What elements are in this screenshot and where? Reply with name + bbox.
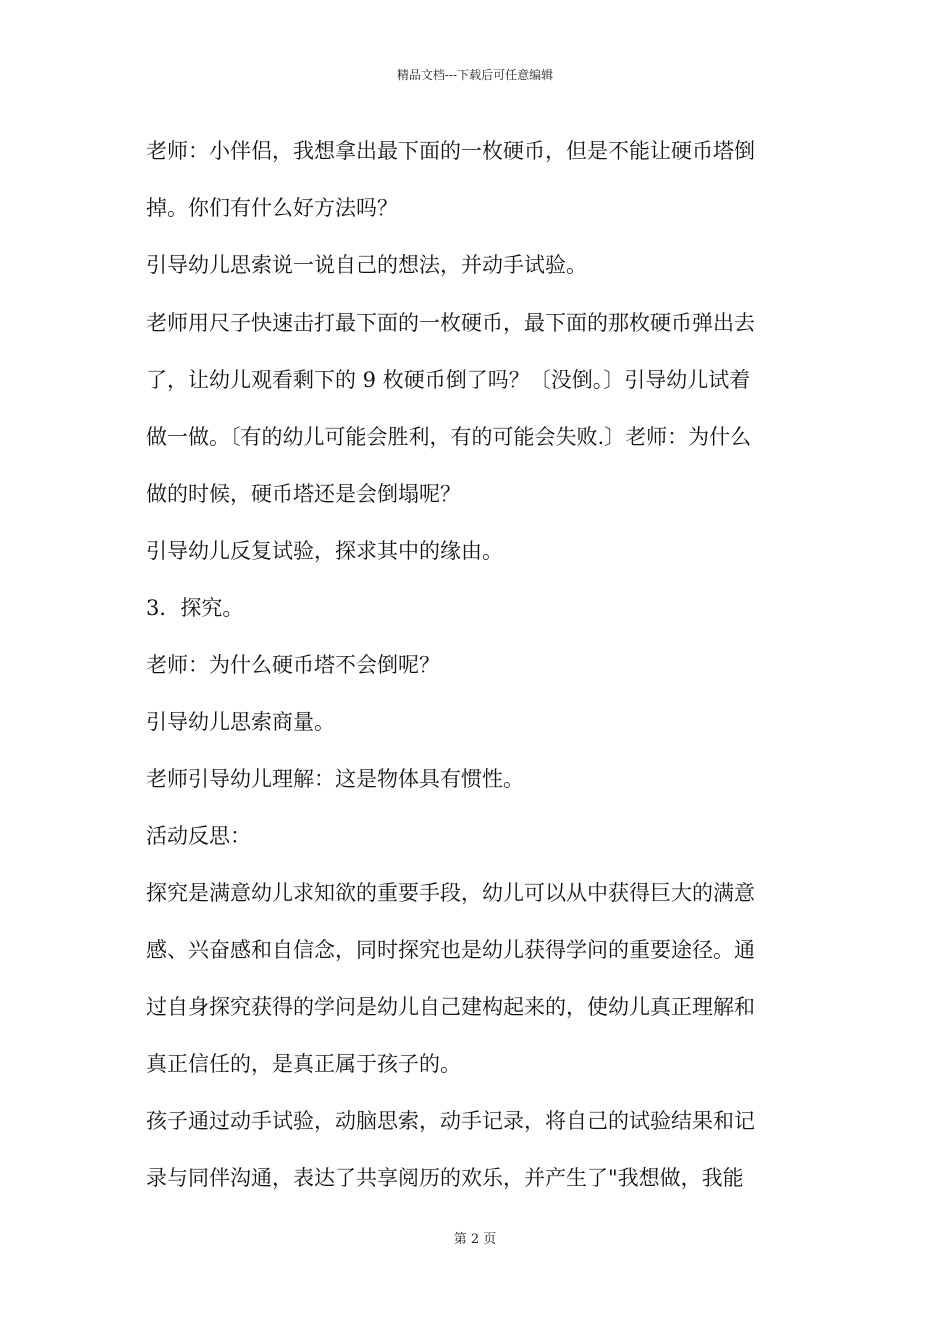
body-line: 老师：为什么硬币塔不会倒呢？ (146, 653, 440, 677)
body-line: 掉。你们有什么好方法吗？ (146, 196, 398, 220)
body-line: 过自身探究获得的学问是幼儿自己建构起来的，使幼儿真正理解和 (146, 995, 755, 1019)
section-heading: 3．探究。 (146, 596, 244, 620)
section-heading: 活动反思： (146, 824, 251, 848)
body-line: 引导幼儿思索说一说自己的想法，并动手试验。 (146, 253, 587, 277)
body-line: 老师：小伴侣，我想拿出最下面的一枚硬币，但是不能让硬币塔倒 (146, 139, 755, 163)
body-line: 感、兴奋感和自信念，同时探究也是幼儿获得学问的重要途径。通 (146, 938, 755, 962)
body-line: 真正信任的，是真正属于孩子的。 (146, 1052, 461, 1076)
body-line: 探究是满意幼儿求知欲的重要手段，幼儿可以从中获得巨大的满意 (146, 881, 755, 905)
body-line: 做的时候，硬币塔还是会倒塌呢？ (146, 482, 461, 506)
page-number: 第 2 页 (453, 1232, 497, 1247)
body-line: 做一做。〔有的幼儿可能会胜利，有的可能会失败.〕老师：为什么 (146, 425, 752, 449)
body-line: 孩子通过动手试验，动脑思索，动手记录，将自己的试验结果和记 (146, 1109, 755, 1133)
page-header: 精品文档---下载后可任意编辑 (396, 68, 554, 82)
body-line: 老师引导幼儿理解：这是物体具有惯性。 (146, 767, 524, 791)
body-line: 了，让幼儿观看剩下的 9 枚硬币倒了吗？〔没倒。〕引导幼儿试着 (146, 368, 751, 392)
body-line: 引导幼儿反复试验，探求其中的缘由。 (146, 539, 503, 563)
body-line: 引导幼儿思索商量。 (146, 710, 335, 734)
body-line: 老师用尺子快速击打最下面的一枚硬币，最下面的那枚硬币弹出去 (146, 311, 755, 335)
body-line: 录与同伴沟通，表达了共享阅历的欢乐，并产生了"我想做，我能 (146, 1166, 744, 1190)
